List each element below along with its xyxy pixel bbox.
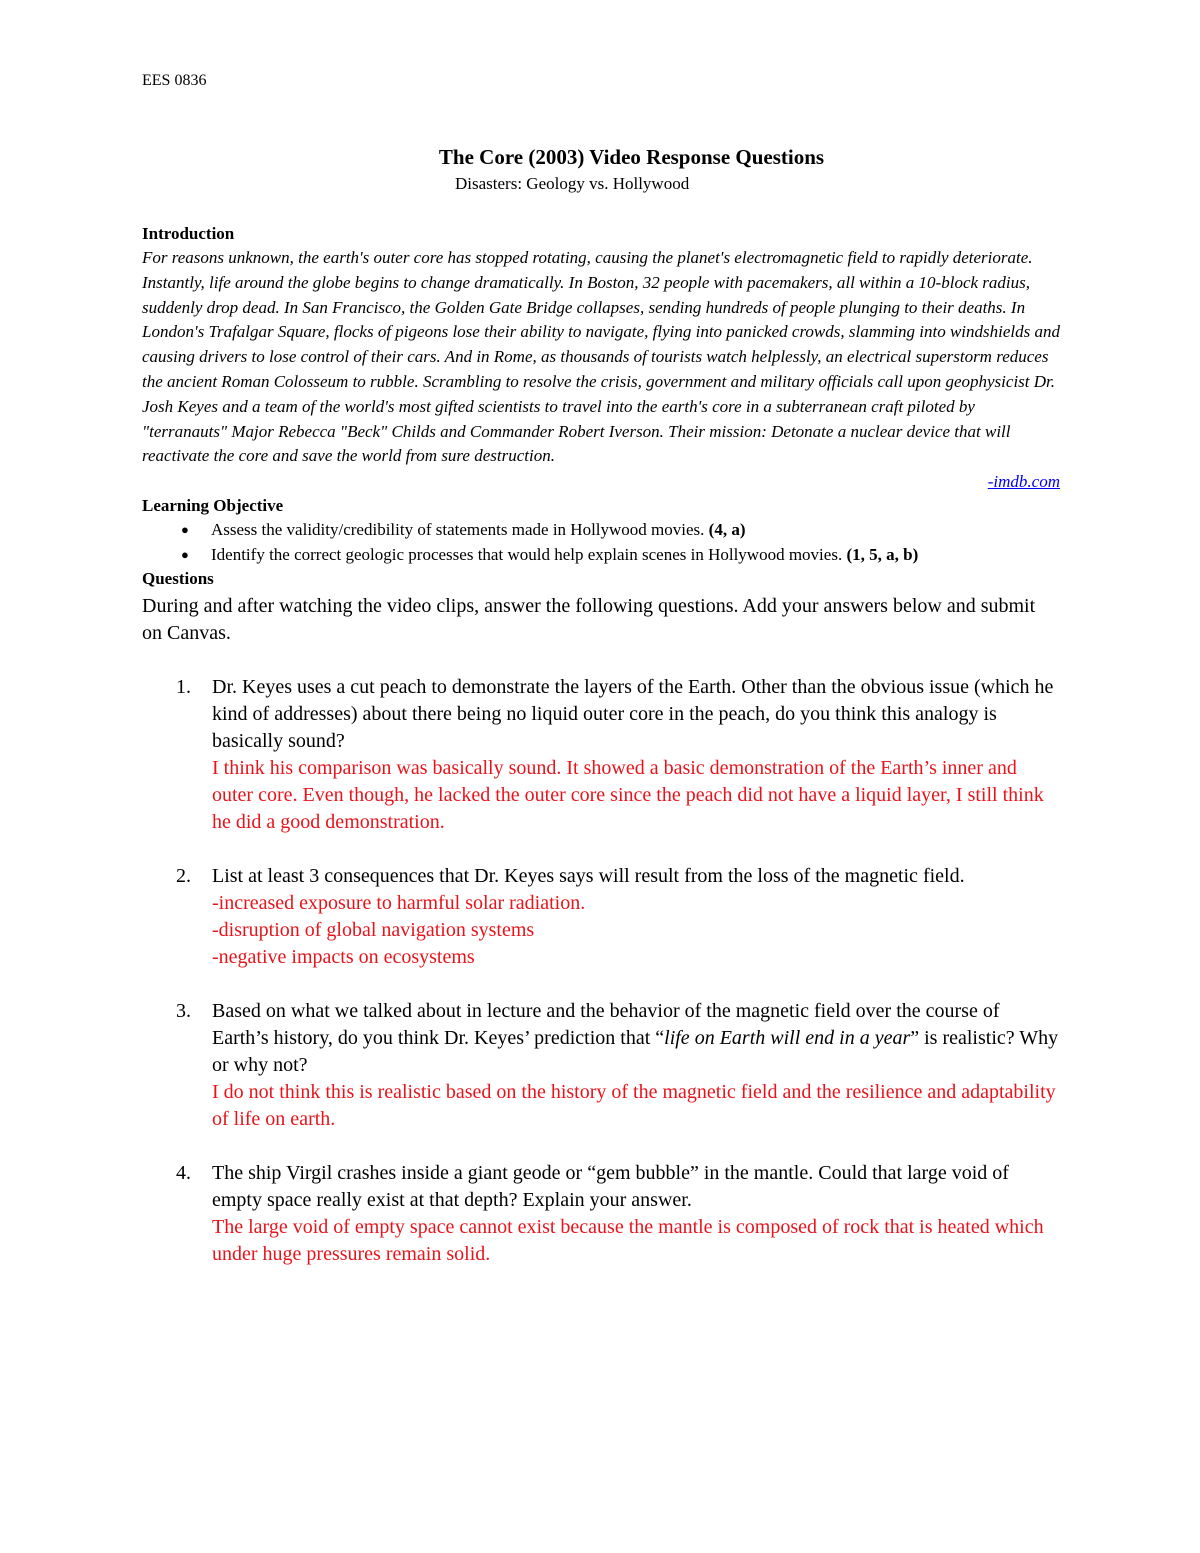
document-body	[142, 222, 1060, 1295]
question-number: 3.	[176, 1000, 191, 1023]
answer-text: I do not think this is realistic based on the history of the magnetic field and the resilience and adaptability of life on earth.	[212, 1081, 1056, 1131]
question-item	[142, 674, 1060, 836]
objective-ref: (1, 5, a, b)	[846, 544, 919, 564]
question-text: List at least 3 consequences that Dr. Keyes says will result from the loss of the magnetic field.	[212, 865, 965, 888]
question-item	[142, 998, 1060, 1133]
question-item	[142, 1160, 1060, 1268]
course-code: EES 0836	[142, 72, 207, 89]
learning-objective-list	[142, 518, 1060, 567]
objective-item	[142, 518, 1060, 543]
question-item	[142, 863, 1060, 971]
question-number: 1.	[176, 676, 191, 699]
introduction-heading: Introduction	[142, 224, 235, 243]
question-number: 4.	[176, 1162, 191, 1185]
objective-text: Identify the correct geologic processes that would help explain scenes in Hollywood movies.	[211, 544, 847, 564]
questions-intro: During and after watching the video clips, answer the following questions. Add your answers below and submit on Canvas.	[142, 595, 1036, 645]
questions-heading: Questions	[142, 569, 214, 589]
bullet-icon: ●	[181, 546, 189, 562]
question-text: Dr. Keyes uses a cut peach to demonstrate the layers of the Earth. Other than the obvious issue (which he kind of addresses) about there being no liquid outer core in the peach, do you think this analogy is basically sound?	[212, 676, 1054, 753]
question-quote: life on Earth will end in a year	[664, 1027, 911, 1050]
objective-ref: (4, a)	[708, 520, 746, 540]
question-text	[212, 998, 1060, 1079]
questions-list	[142, 674, 1060, 1268]
question-text: The ship Virgil crashes inside a giant geode or “gem bubble” in the mantle. Could that large void of empty space really exist at that depth? Explain your answer.	[212, 1162, 1009, 1212]
document-subtitle: Disasters: Geology vs. Hollywood	[455, 174, 690, 193]
document-title: The Core (2003) Video Response Questions	[438, 145, 825, 169]
bullet-icon: ●	[181, 522, 189, 538]
answer-line: -disruption of global navigation systems	[212, 919, 535, 942]
learning-objective-heading: Learning Objective	[142, 496, 284, 516]
question-number: 2.	[176, 865, 191, 888]
question-text-part: Based on what we talked about in lecture and the behavior of the magnetic field over the course of Earth’s history, do you think Dr. Keyes’ prediction that “	[212, 1000, 1000, 1050]
answer-text: The large void of empty space cannot exist because the mantle is composed of rock that is heated which under huge pressures remain solid.	[212, 1216, 1044, 1266]
answer-text: I think his comparison was basically sound. It showed a basic demonstration of the Earth’s inner and outer core. Even though, he lacked the outer core since the peach did not have a liquid layer, I still think he did a good demonstration.	[212, 757, 1044, 834]
introduction-source-link[interactable]: -imdb.com	[987, 472, 1060, 492]
introduction-text: For reasons unknown, the earth's outer core has stopped rotating, causing the planet's electromagnetic field to rapidly deteriorate. Instantly, life around the globe begins to change dramatically. In Boston, 32 people with pacemakers, all within a 10-block radius, suddenly drop dead. In San Francisco, the Golden Gate Bridge collapses, sending hundreds of people plunging to their deaths. In London's Trafalgar Square, flocks of pigeons lose their ability to navigate, flying into panicked crowds, slamming into windshields and causing drivers to lose control of their cars. And in Rome, as thousands of tourists watch helplessly, an electrical superstorm reduces the ancient Roman Colosseum to rubble. Scrambling to resolve the crisis, government and military officials call upon geophysicist Dr. Josh Keyes and a team of the world's most gifted scientists to travel into the earth's core in a subterranean craft piloted by "terranauts" Major Rebecca "Beck" Childs and Commander Robert Iverson. Their mission: Detonate a nuclear device that will reactivate the core and save the world from sure destruction.	[142, 248, 1060, 466]
objective-item	[142, 543, 1060, 568]
answer-line: -increased exposure to harmful solar radiation.	[212, 892, 586, 915]
objective-text: Assess the validity/credibility of statements made in Hollywood movies.	[211, 520, 709, 540]
question-text-part: ” is realistic? Why or why not?	[212, 1027, 1059, 1077]
answer-line: -negative impacts on ecosystems	[212, 946, 475, 969]
